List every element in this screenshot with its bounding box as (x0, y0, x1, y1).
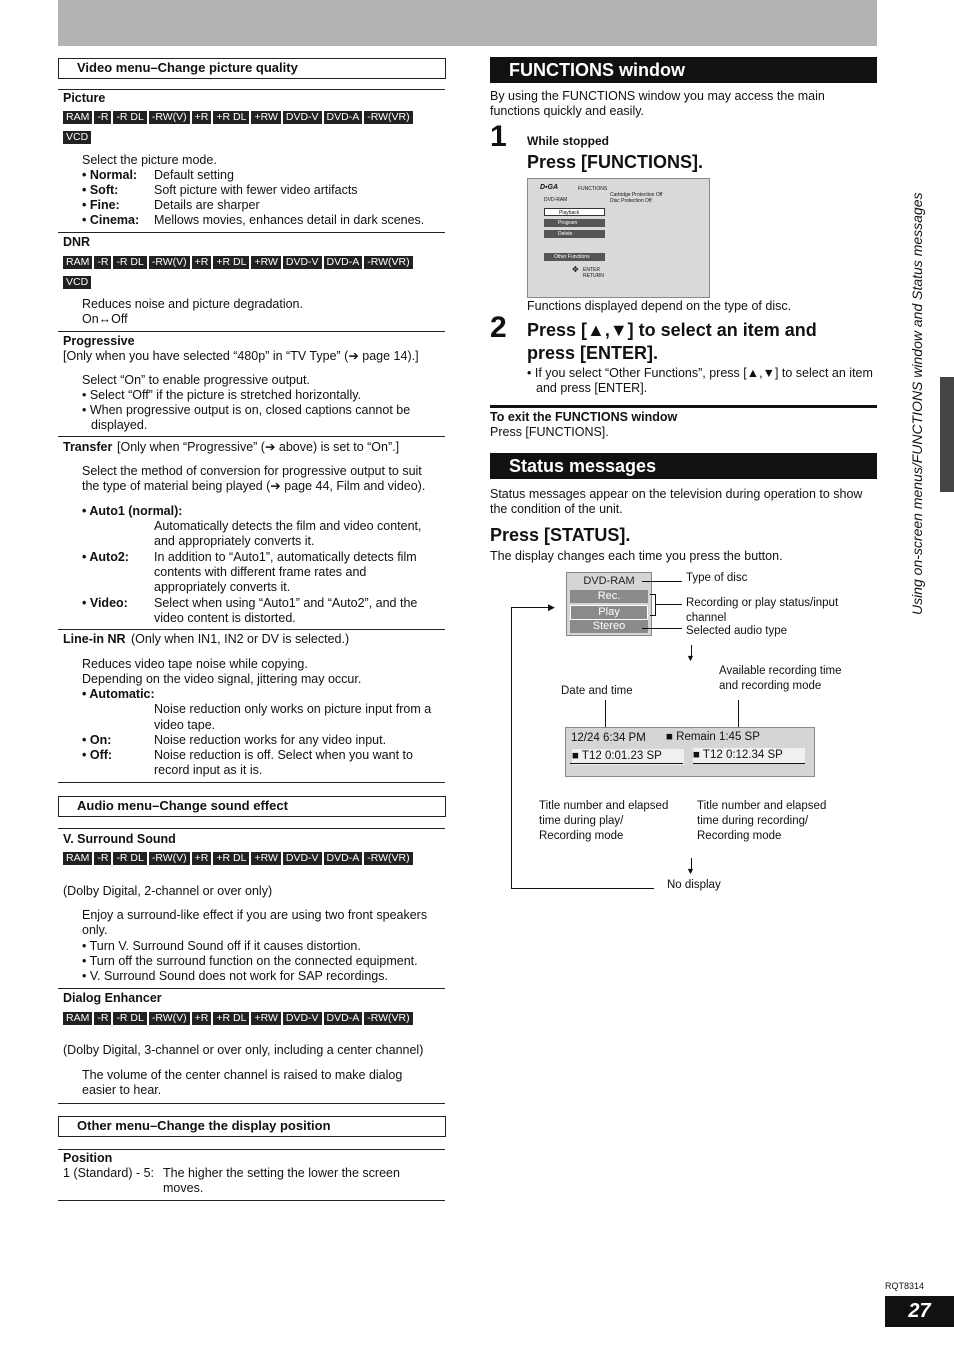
picture-title: Picture (63, 91, 106, 105)
callout-line (693, 763, 805, 764)
disc-tag: -RW(VR) (364, 256, 412, 269)
vsurround-bullet: • Turn V. Surround Sound off if it causes distortion. (82, 939, 361, 953)
header-band (58, 0, 877, 46)
disc-tag: -R DL (113, 256, 146, 269)
loop-line (511, 888, 654, 889)
screen-enter: ENTER (583, 267, 600, 273)
picture-term: • Normal: (82, 168, 138, 182)
screen-item: Delete (544, 230, 605, 238)
disc-tag: DVD-A (324, 111, 363, 124)
callout-line (642, 628, 682, 629)
panel-rec: Rec. (570, 590, 648, 603)
video-menu-heading: Video menu–Change picture quality (58, 58, 446, 79)
callout-no-display: No display (667, 879, 721, 891)
linein-text: Depending on the video signal, jittering may occur. (82, 672, 362, 686)
progressive-bullet: • When progressive output is on, closed captions cannot be (82, 403, 411, 417)
callout-title-rec: Recording mode (697, 830, 782, 842)
position-term: 1 (Standard) - 5: (63, 1166, 155, 1180)
divider (58, 331, 445, 332)
divider (58, 436, 445, 437)
transfer-text: the type of material being played (➔ page 44, Film and video). (82, 479, 426, 493)
arrow-right-icon: ▶ (548, 602, 555, 612)
disc-tag: -R DL (113, 1012, 146, 1025)
functions-caption: Functions displayed depend on the type of disc. (527, 299, 792, 313)
progressive-bullet: displayed. (91, 418, 148, 432)
other-menu-heading: Other menu–Change the display position (58, 1116, 446, 1137)
callout-available: and recording mode (719, 680, 822, 692)
disc-tag: VCD (63, 276, 91, 289)
disc-tag: RAM (63, 1012, 92, 1025)
status-panel (566, 572, 652, 636)
bar-remain: ■ Remain 1:45 SP (666, 731, 760, 743)
exit-title: To exit the FUNCTIONS window (490, 410, 678, 424)
divider (58, 828, 445, 829)
transfer-term: • Auto1 (normal): (82, 504, 183, 518)
linein-note: (Only when IN1, IN2 or DV is selected.) (131, 632, 350, 646)
vsurround-text: Enjoy a surround-like effect if you are using two front speakers (82, 908, 428, 922)
transfer-desc: In addition to “Auto1”, automatically detects film (154, 550, 417, 564)
transfer-title: Transfer (63, 440, 113, 454)
vsurround-disc-tags (63, 850, 423, 870)
dnr-title: DNR (63, 235, 91, 249)
step2-note: and press [ENTER]. (536, 381, 648, 395)
callout-title-play: Recording mode (539, 830, 624, 842)
screen-title: FUNCTIONS (578, 186, 608, 192)
functions-intro: By using the FUNCTIONS window you may access the main (490, 89, 825, 103)
page-number: 27 (885, 1296, 954, 1327)
disc-tag: -R (94, 256, 111, 269)
linein-desc: Noise reduction only works on picture input from a (154, 702, 432, 716)
disc-tag: +R DL (213, 256, 249, 269)
disc-tag: -R DL (113, 852, 146, 865)
press-enter: press [ENTER]. (527, 343, 659, 363)
transfer-desc: Select when using “Auto1” and “Auto2”, and the (154, 596, 418, 610)
press-select: Press [▲,▼] to select an item and (527, 320, 817, 340)
disc-tag: +RW (251, 1012, 280, 1025)
callout-audio: Selected audio type (686, 625, 788, 637)
divider (58, 1103, 445, 1104)
functions-intro: functions quickly and easily. (490, 104, 645, 118)
panel-play: Play (570, 605, 648, 620)
progressive-text: Select “On” to enable progressive output. (82, 373, 310, 387)
disc-tag: RAM (63, 111, 92, 124)
linein-desc: Noise reduction is off. Select when you want to (154, 748, 413, 762)
progressive-note: [Only when you have selected “480p” in “TV Type” (➔ page 14).] (63, 349, 419, 363)
audio-menu-heading: Audio menu–Change sound effect (58, 796, 446, 817)
transfer-desc: appropriately converts it. (154, 580, 291, 594)
disc-tag: RAM (63, 256, 92, 269)
transfer-desc: video content is distorted. (154, 611, 296, 625)
transfer-desc: Automatically detects the film and video content, (154, 519, 422, 533)
disc-tag: +RW (251, 256, 280, 269)
disc-tag: -RW(VR) (364, 111, 412, 124)
step-number: 2 (490, 311, 507, 344)
transfer-term: • Video: (82, 596, 128, 610)
callout-status: channel (686, 612, 727, 624)
bar-play: ■ T12 0:01.23 SP (572, 749, 684, 765)
screen-item: Other Functions (544, 253, 605, 261)
picture-disc-tags (63, 109, 423, 149)
divider (58, 1200, 445, 1201)
arrow-head-icon: ▼ (686, 866, 695, 876)
document-code: RQT8314 (885, 1281, 925, 1291)
divider (58, 232, 445, 233)
linein-text: Reduces video tape noise while copying. (82, 657, 308, 671)
status-bar (565, 727, 815, 777)
dpad-icon: ✥ (572, 265, 579, 274)
step2-note: • If you select “Other Functions”, press [▲,▼] to select an item (527, 366, 873, 380)
step1-sub: While stopped (527, 134, 609, 148)
disc-tag: -RW(V) (149, 111, 190, 124)
press-functions: Press [FUNCTIONS]. (527, 152, 704, 172)
disc-tag: -RW(VR) (364, 1012, 412, 1025)
screen-info: Disc Protection Off (610, 198, 652, 204)
callout-title-rec: time during recording/ (697, 815, 809, 827)
status-intro: the condition of the unit. (490, 502, 623, 516)
screen-return: RETURN (583, 273, 604, 279)
disc-tag: +RW (251, 111, 280, 124)
callout-date: Date and time (561, 685, 633, 697)
picture-desc: Details are sharper (154, 198, 260, 212)
picture-desc: Default setting (154, 168, 234, 182)
disc-tag: +R DL (213, 1012, 249, 1025)
disc-tag: -RW(V) (149, 256, 190, 269)
linein-desc: video tape. (154, 718, 216, 732)
callout-title-play: Title number and elapsed (539, 800, 669, 812)
transfer-note: [Only when “Progressive” (➔ above) is set to “On”.] (117, 440, 400, 454)
picture-intro: Select the picture mode. (82, 153, 217, 167)
callout-type: Type of disc (686, 572, 748, 584)
disc-tag: +RW (251, 852, 280, 865)
callout-line (642, 581, 682, 582)
dialog-text: The volume of the center channel is raised to make dialog (82, 1068, 403, 1082)
disc-tag: +R (192, 1012, 212, 1025)
callout-line (656, 604, 682, 605)
linein-desc: Noise reduction works for any video input. (154, 733, 387, 747)
picture-term: • Fine: (82, 198, 120, 212)
panel-stereo: Stereo (570, 620, 648, 633)
disc-tag: +R DL (213, 111, 249, 124)
callout-line (570, 763, 683, 764)
arrow-head-icon: ▼ (686, 653, 695, 663)
divider (490, 405, 877, 408)
panel-disc: DVD-RAM (570, 575, 648, 588)
disc-tag: -R (94, 852, 111, 865)
disc-tag: VCD (63, 131, 91, 144)
callout-available: Available recording time (719, 665, 842, 677)
callout-status: Recording or play status/input (686, 597, 839, 609)
bar-date: 12/24 6:34 PM (571, 732, 646, 744)
loop-line (511, 607, 512, 889)
vsurround-note: (Dolby Digital, 2-channel or over only) (63, 884, 273, 898)
divider (58, 1149, 445, 1150)
disc-tag: -R (94, 111, 111, 124)
diga-logo-icon: D▪GA (540, 184, 559, 191)
callout-title-rec: Title number and elapsed (697, 800, 827, 812)
disc-tag: RAM (63, 852, 92, 865)
transfer-desc: and appropriately converts it. (154, 534, 315, 548)
status-heading: Status messages (490, 453, 877, 479)
position-title: Position (63, 1151, 113, 1165)
vsurround-text: only. (82, 923, 108, 937)
bar-rec: ■ T12 0:12.34 SP (693, 748, 805, 764)
linein-term: • On: (82, 733, 112, 747)
linein-desc: record input as it is. (154, 763, 263, 777)
transfer-desc: contents with different frame rates and (154, 565, 367, 579)
dialog-title: Dialog Enhancer (63, 991, 162, 1005)
divider (58, 629, 445, 630)
picture-desc: Mellows movies, enhances detail in dark scenes. (154, 213, 425, 227)
disc-tag: +R (192, 852, 212, 865)
disc-tag: +R (192, 111, 212, 124)
picture-term: • Cinema: (82, 213, 140, 227)
disc-tag: -RW(VR) (364, 852, 412, 865)
dialog-note: (Dolby Digital, 3-channel or over only, including a center channel) (63, 1043, 424, 1057)
position-desc: moves. (163, 1181, 204, 1195)
transfer-text: Select the method of conversion for progressive output to suit (82, 464, 422, 478)
screen-disc: DVD-RAM (544, 197, 568, 203)
side-title: Using on-screen menus/FUNCTIONS window and Status messages (909, 192, 925, 615)
screen-item: Playback (544, 208, 605, 216)
dialog-disc-tags (63, 1010, 423, 1030)
divider (58, 89, 445, 90)
picture-desc: Soft picture with fewer video artifacts (154, 183, 358, 197)
disc-tag: +R DL (213, 852, 249, 865)
disc-tag: DVD-A (324, 1012, 363, 1025)
dnr-disc-tags (63, 254, 423, 294)
screen-info: Cartridge Protection Off (610, 192, 663, 198)
vsurround-bullet: • V. Surround Sound does not work for SAP recordings. (82, 969, 388, 983)
divider (58, 988, 445, 989)
disc-tag: -RW(V) (149, 1012, 190, 1025)
disc-tag: +R (192, 256, 212, 269)
divider (58, 782, 445, 783)
disc-tag: DVD-V (283, 111, 322, 124)
disc-tag: DVD-V (283, 852, 322, 865)
progressive-title: Progressive (63, 334, 135, 348)
side-tab (940, 377, 954, 492)
functions-screen-image (527, 178, 710, 298)
linein-term: • Automatic: (82, 687, 155, 701)
disc-tag: -R DL (113, 111, 146, 124)
progressive-bullet: • Select “Off” if the picture is stretched horizontally. (82, 388, 362, 402)
loop-line (511, 607, 551, 608)
vsurround-title: V. Surround Sound (63, 832, 176, 846)
linein-title: Line-in NR (63, 632, 126, 646)
picture-term: • Soft: (82, 183, 119, 197)
disc-tag: DVD-V (283, 256, 322, 269)
status-sub: The display changes each time you press the button. (490, 549, 783, 563)
disc-tag: DVD-A (324, 852, 363, 865)
callout-line (650, 615, 656, 616)
disc-tag: -R (94, 1012, 111, 1025)
transfer-term: • Auto2: (82, 550, 129, 564)
vsurround-bullet: • Turn off the surround function on the connected equipment. (82, 954, 418, 968)
status-intro: Status messages appear on the television during operation to show (490, 487, 863, 501)
callout-title-play: time during play/ (539, 815, 624, 827)
dnr-text: Reduces noise and picture degradation. (82, 297, 303, 311)
dialog-text: easier to hear. (82, 1083, 162, 1097)
press-status: Press [STATUS]. (490, 525, 631, 545)
exit-text: Press [FUNCTIONS]. (490, 425, 609, 439)
linein-term: • Off: (82, 748, 113, 762)
dnr-options: On↔Off (82, 312, 128, 326)
callout-line (655, 594, 656, 616)
position-desc: The higher the setting the lower the screen (163, 1166, 400, 1180)
disc-tag: -RW(V) (149, 852, 190, 865)
step-number: 1 (490, 120, 507, 153)
disc-tag: DVD-A (324, 256, 363, 269)
disc-tag: DVD-V (283, 1012, 322, 1025)
screen-item: Program (544, 219, 605, 227)
functions-heading: FUNCTIONS window (490, 57, 877, 83)
